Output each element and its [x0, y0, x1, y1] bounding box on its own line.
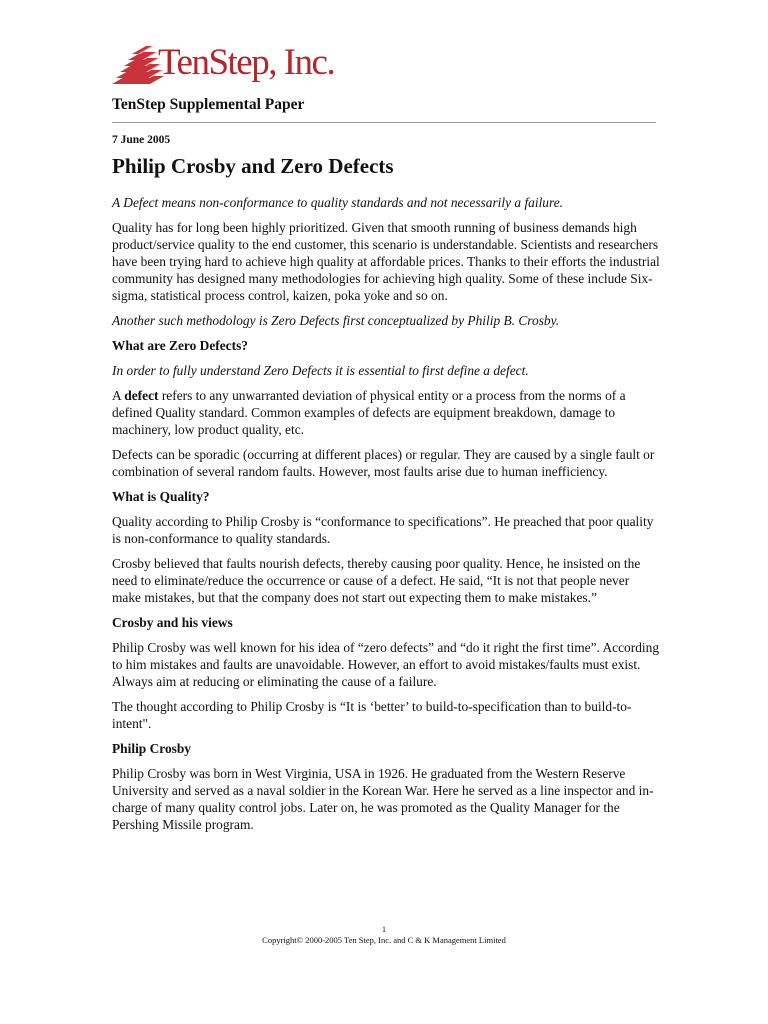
page-number: 1 [381, 924, 387, 934]
logo-wordmark: TenStep, Inc. [158, 42, 335, 83]
intro-paragraph: A Defect means non-conformance to quality standards and not necessarily a failure. [112, 195, 563, 210]
paragraph: Quality has for long been highly prioritized. Given that smooth running of business demands high product/service quality to the end customer, this scenario is understandable. Scientists and researchers have been trying hard to achieve high quality at affordable prices. Thanks to their efforts the industrial community has designed many methodologies for achieving high quality. Some of these include Six-sigma, statistical process control, kaizen, poka yoke and so on. [112, 220, 660, 303]
paragraph-text: refers to any unwarranted deviation of physical entity or a process from the norms of a defined Quality standard. Common examples of defects are equipment breakdown, damage to machinery, low product quality, etc. [112, 388, 626, 437]
paragraph: The thought according to Philip Crosby is “It is ‘better’ to build-to-specification than to build-to-intent". [112, 699, 632, 731]
paragraph: Another such methodology is Zero Defects first conceptualized by Philip B. Crosby. [112, 313, 560, 328]
section-heading: What is Quality? [112, 489, 210, 504]
section-heading: What are Zero Defects? [112, 338, 248, 353]
section-heading: Philip Crosby [112, 741, 192, 756]
paragraph: Crosby believed that faults nourish defects, thereby causing poor quality. Hence, he insisted on the need to eliminate/reduce the occurrence or cause of a defect. He said, “It is not that people never make mistakes, but that the company does not start out expecting them to make mistakes.” [112, 556, 641, 605]
header-divider [112, 122, 656, 123]
tenstep-logo [112, 40, 335, 96]
paragraph [112, 387, 660, 438]
paragraph: In order to fully understand Zero Defects it is essential to first define a defect. [112, 363, 529, 378]
paragraph: Defects can be sporadic (occurring at different places) or regular. They are caused by a single fault or combination of several random faults. However, most faults arise due to human inefficiency. [112, 447, 655, 479]
copyright-text: Copyright© 2000-2005 Ten Step, Inc. and C & K Management Limited [262, 935, 506, 945]
page-footer [0, 924, 768, 946]
document-body [112, 194, 660, 841]
page-title: Philip Crosby and Zero Defects [112, 154, 394, 178]
paragraph: Philip Crosby was well known for his idea of “zero defects” and “do it right the first time”. According to him mistakes and faults are unavoidable. However, an effort to avoid mistakes/faults must exist. Always aim at reducing or eliminating the cause of a failure. [112, 640, 660, 689]
document-date: 7 June 2005 [112, 134, 171, 146]
paragraph: Quality according to Philip Crosby is “conformance to specifications”. He preached that poor quality is non-conformance to quality standards. [112, 514, 654, 546]
paragraph: Philip Crosby was born in West Virginia, USA in 1926. He graduated from the Western Reserve University and served as a naval soldier in the Korean War. Here he served as a line inspector and in-charge of many quality control jobs. Later on, he was promoted as the Quality Manager for the Pershing Missile program. [112, 766, 654, 832]
paragraph-prefix: A [112, 388, 125, 403]
paper-label: TenStep Supplemental Paper [112, 96, 305, 113]
section-heading: Crosby and his views [112, 615, 233, 630]
bold-term: defect [124, 388, 159, 403]
